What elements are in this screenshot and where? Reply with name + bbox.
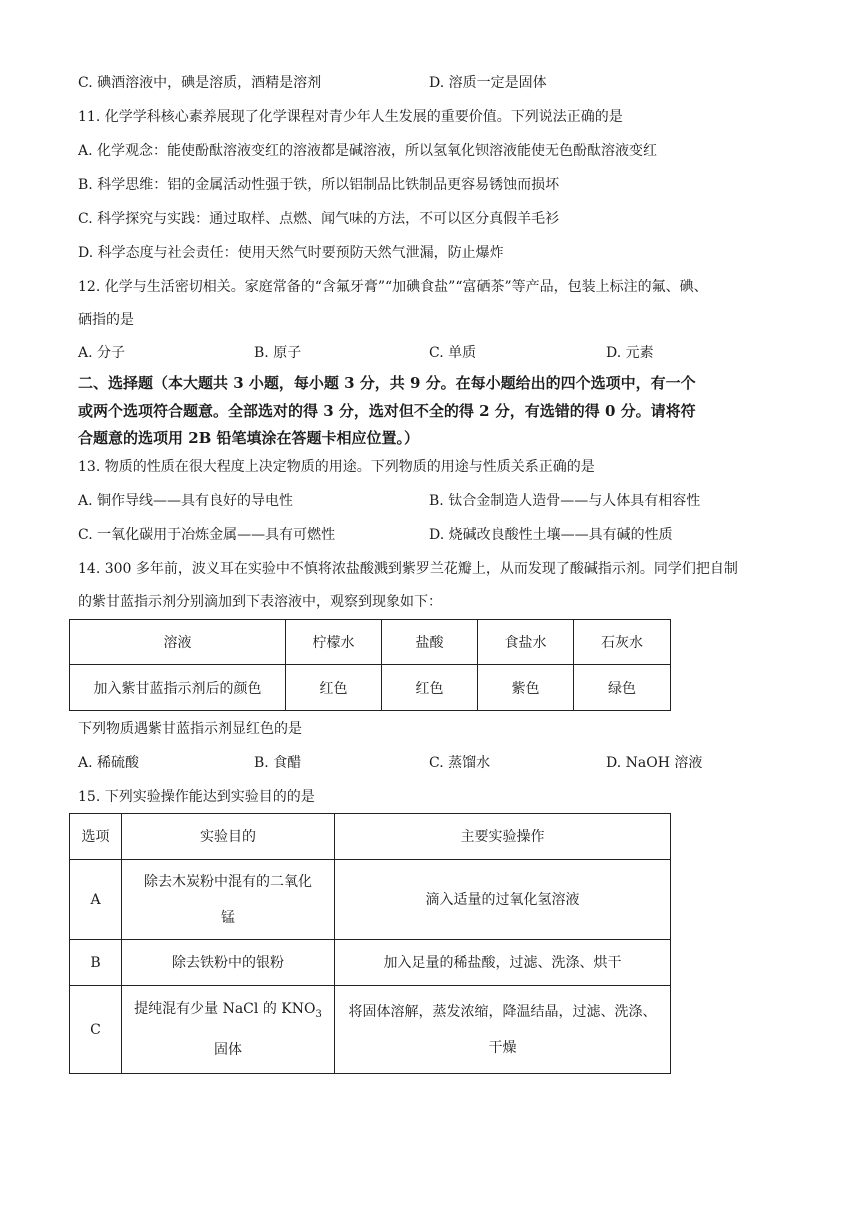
q14-question: 下列物质遇紫甘蓝指示剂显红色的是	[78, 721, 302, 737]
q10-option-d: D. 溶质一定是固体	[429, 75, 547, 91]
table-cell: 盐酸	[382, 620, 478, 665]
operation-line: 干燥	[488, 1039, 517, 1056]
section2-heading-line2: 或两个选项符合题意。全部选对的得 3 分，选对但不全的得 2 分，有选错的得 0 分。请将符	[78, 402, 696, 420]
q13-option-a: A. 铜作导线——具有良好的导电性	[78, 493, 294, 509]
section2-heading-line1: 二、选择题（本大题共 3 小题，每小题 3 分，共 9 分。在每小题给出的四个选项中，有一个	[78, 374, 696, 392]
purpose-line: 锰	[221, 909, 235, 926]
table-cell: 实验目的	[122, 814, 335, 860]
q12-option-a: A. 分子	[78, 345, 126, 361]
q10-option-c: C. 碘酒溶液中，碘是溶质，酒精是溶剂	[78, 75, 322, 91]
q14-option-a: A. 稀硫酸	[78, 755, 140, 771]
q11-option-b: B. 科学思维：铝的金属活动性强于铁，所以铝制品比铁制品更容易锈蚀而损坏	[78, 177, 560, 193]
table-cell: B	[70, 940, 122, 986]
table-cell	[122, 860, 335, 940]
table-cell: 绿色	[574, 665, 671, 711]
q13-option-c: C. 一氧化碳用于冶炼金属——具有可燃性	[78, 527, 336, 543]
table-cell: 滴入适量的过氧化氢溶液	[335, 860, 671, 940]
q12-option-d: D. 元素	[606, 345, 654, 361]
table-cell: 主要实验操作	[335, 814, 671, 860]
purpose-line: 除去木炭粉中混有的二氧化	[144, 873, 312, 890]
q12-option-c: C. 单质	[429, 345, 477, 361]
table-cell: 红色	[382, 665, 478, 711]
table-row	[70, 986, 671, 1074]
table-cell: 柠檬水	[286, 620, 382, 665]
table-cell	[122, 986, 335, 1074]
table-cell: C	[70, 986, 122, 1074]
table-header-row	[70, 620, 671, 665]
table-cell: 食盐水	[478, 620, 574, 665]
subscript: 3	[315, 1008, 322, 1020]
purpose-line	[130, 991, 326, 1033]
q11-stem: 11. 化学学科核心素养展现了化学课程对青少年人生发展的重要价值。下列说法正确的是	[78, 109, 623, 125]
q13-option-b: B. 钛合金制造人造骨——与人体具有相容性	[429, 493, 701, 509]
q11-option-d: D. 科学态度与社会责任：使用天然气时要预防天然气泄漏，防止爆炸	[78, 245, 504, 261]
table-cell: 紫色	[478, 665, 574, 711]
table-row	[70, 940, 671, 986]
q11-option-c: C. 科学探究与实践：通过取样、点燃、闻气味的方法，不可以区分真假羊毛衫	[78, 211, 560, 227]
q12-stem-line2: 硒指的是	[78, 312, 134, 328]
table-row	[70, 665, 671, 711]
table-cell: 加入足量的稀盐酸，过滤、洗涤、烘干	[335, 940, 671, 986]
operation-line: 将固体溶解，蒸发浓缩，降温结晶，过滤、洗涤、	[348, 1003, 657, 1020]
q15-stem: 15. 下列实验操作能达到实验目的的是	[78, 789, 315, 805]
q14-option-c: C. 蒸馏水	[429, 755, 491, 771]
q12-stem-line1: 12. 化学与生活密切相关。家庭常备的“含氟牙膏”“加碘食盐”“富硒茶”等产品，包装上标注的氟、碘、	[78, 279, 708, 295]
table-cell: 除去铁粉中的银粉	[122, 940, 335, 986]
table-cell: 红色	[286, 665, 382, 711]
table-cell: A	[70, 860, 122, 940]
q12-option-b: B. 原子	[254, 345, 302, 361]
table-cell: 溶液	[70, 620, 286, 665]
table-cell: 加入紫甘蓝指示剂后的颜色	[70, 665, 286, 711]
q15-experiment-table	[69, 813, 671, 1074]
q13-stem: 13. 物质的性质在很大程度上决定物质的用途。下列物质的用途与性质关系正确的是	[78, 459, 595, 475]
table-cell: 选项	[70, 814, 122, 860]
q13-option-d: D. 烧碱改良酸性土壤——具有碱的性质	[429, 527, 673, 543]
table-header-row	[70, 814, 671, 860]
section2-heading-line3: 合题意的选项用 2B 铅笔填涂在答题卡相应位置。）	[78, 429, 420, 447]
q11-option-a: A. 化学观念：能使酚酞溶液变红的溶液都是碱溶液，所以氢氧化钡溶液能使无色酚酞溶液变红	[78, 143, 658, 159]
table-cell	[335, 986, 671, 1074]
q14-option-b: B. 食醋	[254, 755, 302, 771]
table-cell: 石灰水	[574, 620, 671, 665]
q14-stem-line2: 的紫甘蓝指示剂分别滴加到下表溶液中，观察到现象如下：	[78, 594, 442, 610]
purpose-text: 提纯混有少量 NaCl 的 KNO	[134, 1000, 316, 1017]
q14-stem-line1: 14. 300 多年前，波义耳在实验中不慎将浓盐酸溅到紫罗兰花瓣上，从而发现了酸碱指示剂。同学们把自制	[78, 561, 738, 577]
purpose-line: 固体	[214, 1042, 242, 1059]
q14-indicator-table	[69, 619, 671, 711]
table-row	[70, 860, 671, 940]
q14-option-d: D. NaOH 溶液	[606, 755, 703, 771]
